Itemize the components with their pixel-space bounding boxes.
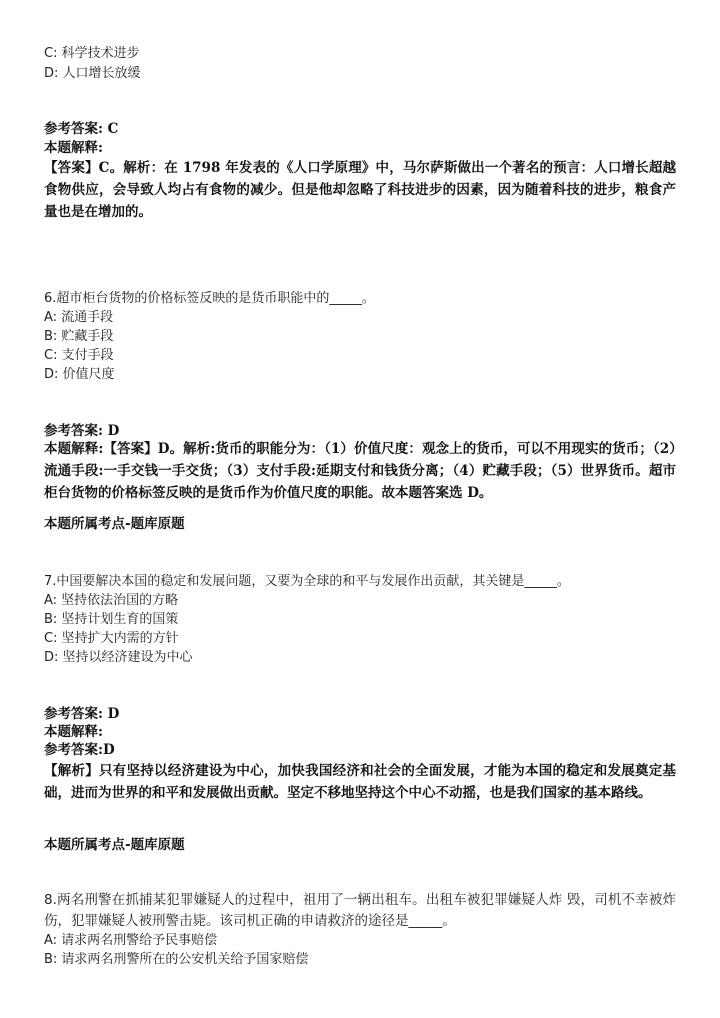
q6-source: 本题所属考点-题库原题 xyxy=(44,516,185,532)
q7-option-d: D: 坚持以经济建设为中心 xyxy=(44,650,193,665)
q6-option-c: C: 支付手段 xyxy=(44,348,114,363)
q6-option-b: B: 贮藏手段 xyxy=(44,329,114,344)
q5-option-c: C: 科学技术进步 xyxy=(44,46,140,61)
q7-option-c: C: 坚持扩大内需的方针 xyxy=(44,631,179,646)
q7-answer: 参考答案: D xyxy=(44,706,120,722)
q6-question: 6.超市柜台货物的价格标签反映的是货币职能中的_____。 xyxy=(44,291,375,306)
q8-question: 8.两名刑警在抓捕某犯罪嫌疑人的过程中，祖用了一辆出租车。出租车被犯罪嫌疑人炸 毁，司机不幸被炸伤，犯罪嫌疑人被刑警击毙。该司机正确的申请救济的途径是_____。 xyxy=(44,892,676,929)
q7-answer-repeat: 参考答案:D xyxy=(44,742,115,758)
q5-analysis-body: 【答案】C。解析：在 1798 年发表的《人口学原理》中，马尔萨斯做出一个著名的预言：人口增长超越食物供应，会导致人均占有食物的减少。但是他却忽略了科技进步的因素，因为随着科技的进步，粮食产量也是在增加的。 xyxy=(44,160,676,220)
q7-analysis-label: 本题解释: xyxy=(44,724,103,740)
q6-option-d: D: 价值尺度 xyxy=(44,367,115,382)
q7-source: 本题所属考点-题库原题 xyxy=(44,837,185,853)
q5-answer: 参考答案: C xyxy=(44,121,119,137)
q5-analysis-label: 本题解释: xyxy=(44,140,103,156)
q5-option-d: D: 人口增长放缓 xyxy=(44,66,141,81)
q7-question: 7.中国要解决本国的稳定和发展问题，又要为全球的和平与发展作出贡献，其关键是_____。 xyxy=(44,574,570,589)
q8-option-b: B: 请求两名刑警所在的公安机关给予国家赔偿 xyxy=(44,952,309,967)
q7-option-b: B: 坚持计划生育的国策 xyxy=(44,612,179,627)
q7-analysis-body: 【解析】只有坚持以经济建设为中心，加快我国经济和社会的全面发展，才能为本国的稳定和发展奠定基础，进而为世界的和平和发展做出贡献。坚定不移地坚持这个中心不动摇，也是我们国家的基本路线。 xyxy=(44,763,676,801)
q6-option-a: A: 流通手段 xyxy=(44,310,114,325)
q7-option-a: A: 坚持依法治国的方略 xyxy=(44,593,179,608)
q6-analysis: 本题解释:【答案】D。解析:货币的职能分为：（1）价值尺度：观念上的货币，可以不用现实的货币；（2）流通手段:一手交钱一手交货；（3）支付手段:延期支付和钱货分离；（4）贮藏手段；（5）世界货币。超市柜台货物的价格标签反映的是货币作为价值尺度的职能。故本题答案选 D。 xyxy=(44,441,676,501)
q6-answer: 参考答案: D xyxy=(44,423,120,439)
q8-option-a: A: 请求两名刑警给予民事赔偿 xyxy=(44,933,218,948)
